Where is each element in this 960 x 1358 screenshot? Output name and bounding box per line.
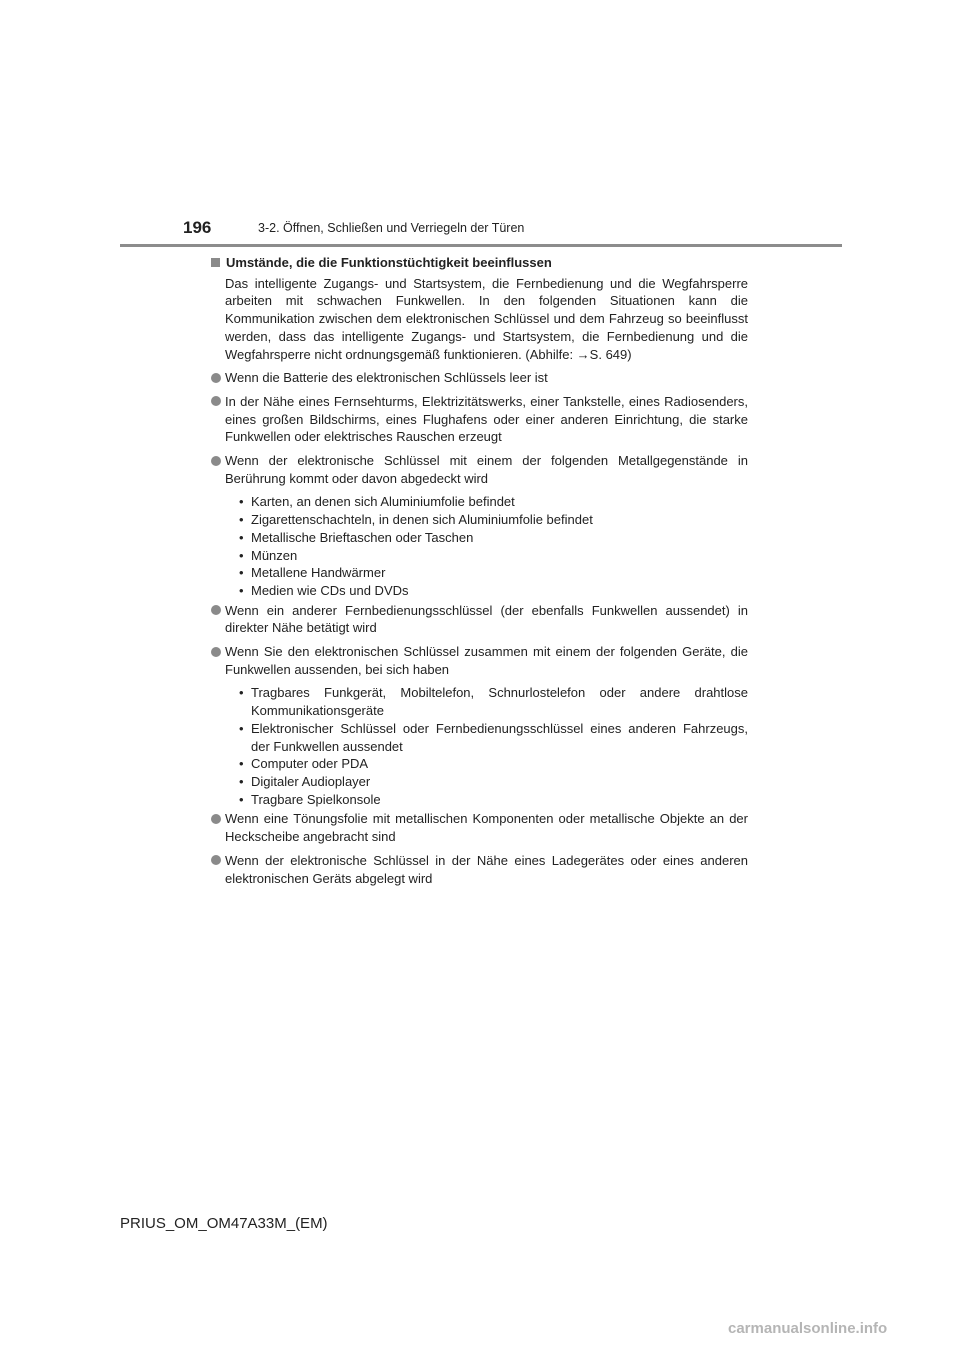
intro-paragraph: Das intelligente Zugangs- und Startsystem, die Fernbedienung und die Wegfahrsperre arbeiten mit schwachen Funkwellen. In den folgenden Situationen kann die Kommunikation zwischen dem elektronischen Schlüssel und dem Fahrzeug so beeinflusst werden, dass das intelligente Zugangs- und Startsystem, die Fernbedienung und die Wegfahrsperre nicht ordnungsgemäß funktionieren. (Abhilfe: →S. 649) [225,275,748,362]
circle-bullet-icon [211,396,221,406]
circle-bullet-icon [211,605,221,615]
list-item-text: Wenn der elektronische Schlüssel mit einem der folgenden Metallgegenstände in Berührung kommt oder davon abgedeckt wird [225,453,748,486]
page-number: 196 [183,218,212,237]
sub-list-item: • Metallische Brieftaschen oder Taschen [236,529,748,547]
header-divider [120,244,842,247]
watermark: carmanualsonline.info [728,1320,888,1337]
list-item-text: Wenn die Batterie des elektronischen Schlüssels leer ist [225,370,548,386]
sub-list-item: • Zigarettenschachteln, in denen sich Aluminiumfolie befindet [236,511,748,529]
sub-list-item: • Tragbare Spielkonsole [236,791,748,809]
sub-list-item: • Digitaler Audioplayer [236,773,748,791]
circle-bullet-icon [211,855,221,865]
list-item [211,602,748,637]
sub-list-item: • Metallene Handwärmer [236,564,748,582]
list-item-text: In der Nähe eines Fernsehturms, Elektrizitätswerks, einer Tankstelle, eines Radiosenders, eines großen Bildschirms, eines Flughafens oder einer anderen Einrichtung, die starke Funkwellen oder elektrisches Rauschen erzeugt [225,393,748,445]
metal-items-list [211,493,748,599]
sub-list-item: • Medien wie CDs und DVDs [236,582,748,600]
section-title: 3-2. Öffnen, Schließen und Verriegeln der Türen [258,221,525,235]
list-item [211,643,748,678]
list-item-text: Wenn Sie den elektronischen Schlüssel zusammen mit einem der folgenden Geräte, die Funkwellen aussenden, bei sich haben [225,644,748,677]
devices-list [211,684,748,808]
list-item [211,810,748,845]
list-item [211,393,748,446]
circle-bullet-icon [211,373,221,383]
circle-bullet-icon [211,814,221,824]
sub-list-item: • Elektronischer Schlüssel oder Fernbedienungsschlüssel eines anderen Fahrzeugs, der Funkwellen aussendet [236,720,748,755]
square-bullet-icon [211,258,220,267]
list-item [211,369,748,387]
list-item [211,452,748,487]
doc-code: PRIUS_OM_OM47A33M_(EM) [120,1215,328,1232]
list-item-text: Wenn eine Tönungsfolie mit metallischen Komponenten oder metallische Objekte an der Heckscheibe angebracht sind [225,811,748,845]
section-heading [211,254,748,272]
sub-list-item: • Tragbares Funkgerät, Mobiltelefon, Schnurlostelefon oder andere drahtlose Kommunikationsgeräte [236,684,748,719]
section-heading-text: Umstände, die die Funktionstüchtigkeit beeinflussen [226,255,552,270]
list-item-text: Wenn der elektronische Schlüssel in der Nähe eines Ladegerätes oder eines anderen elektronischen Geräts abgelegt wird [225,852,748,886]
circle-bullet-icon [211,456,221,466]
list-item [211,852,748,887]
sub-list-item: • Karten, an denen sich Aluminiumfolie befindet [236,493,748,511]
circle-bullet-icon [211,647,221,657]
main-content [211,254,748,893]
list-item-text: Wenn ein anderer Fernbedienungsschlüssel (der ebenfalls Funkwellen aussendet) in direkter Nähe betätigt wird [225,602,748,636]
sub-list-item: • Computer oder PDA [236,755,748,773]
sub-list-item: • Münzen [236,547,748,565]
